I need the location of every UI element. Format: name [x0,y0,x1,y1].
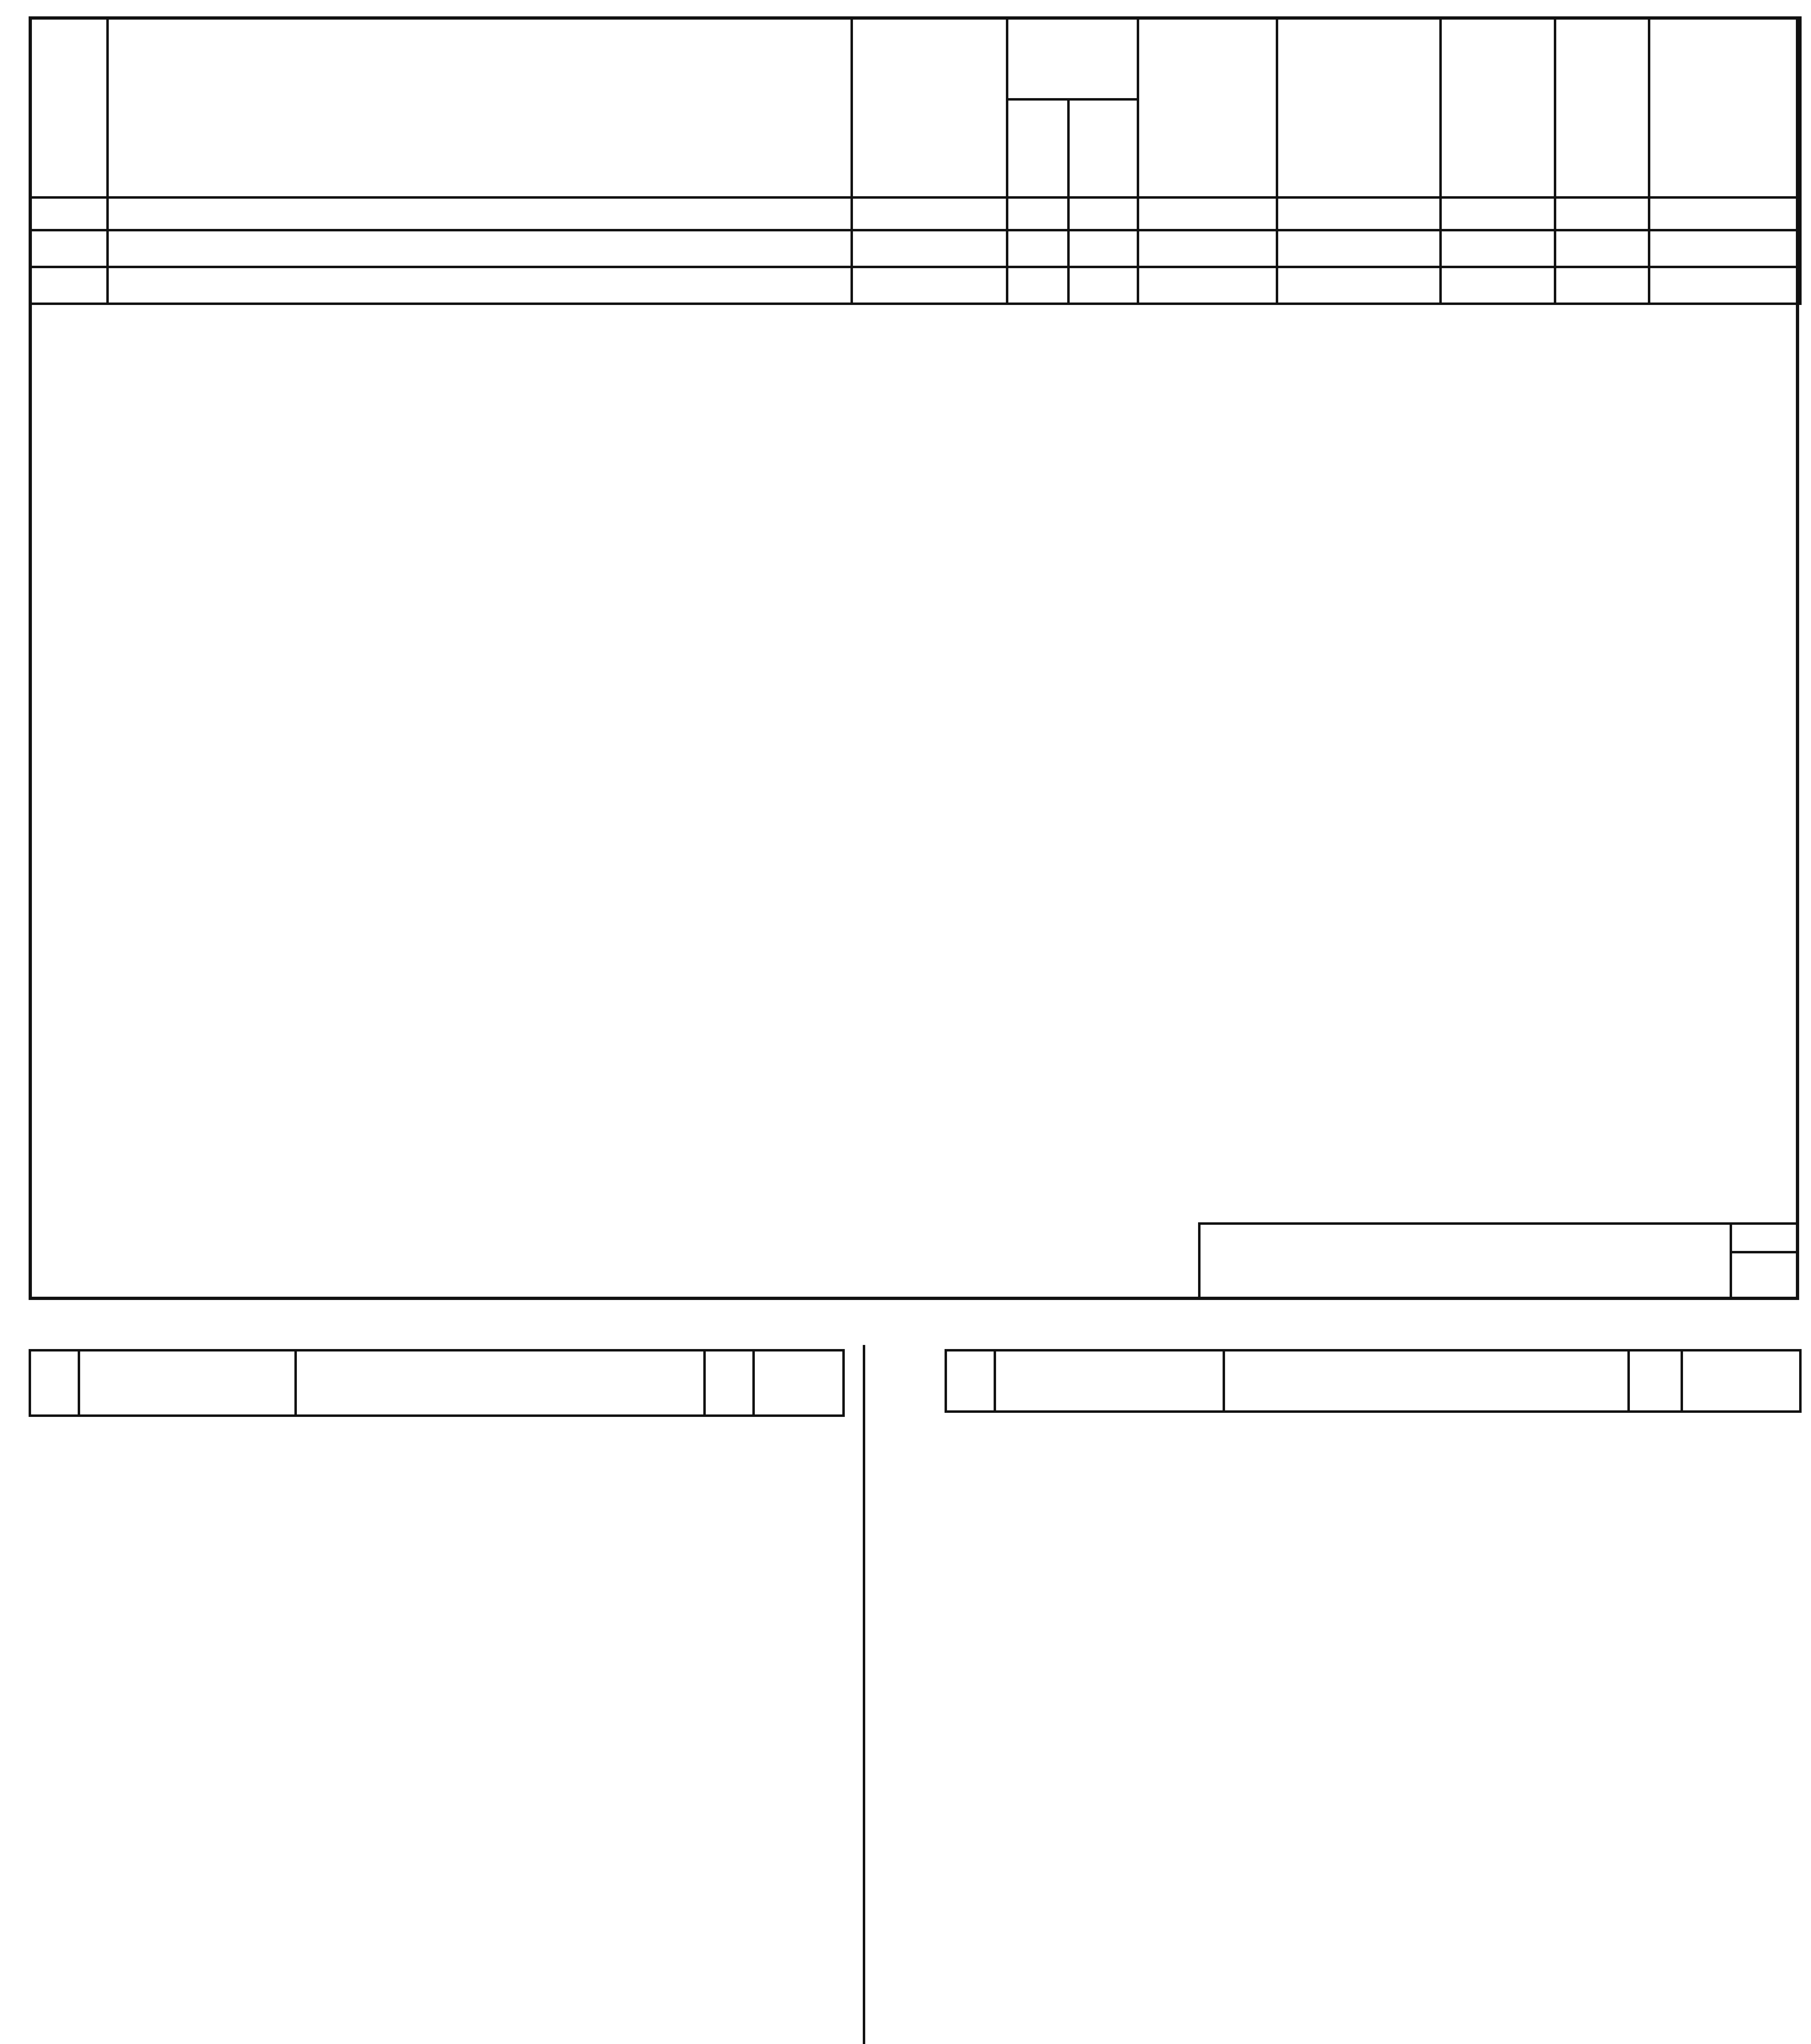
header-type [852,18,1007,197]
left-header-designation [79,1350,296,1416]
top-stamp-divider [1730,1251,1799,1253]
col-number [108,197,852,230]
col-number [1555,197,1649,230]
col-number [1277,197,1441,230]
header-position [30,18,108,197]
col-number [1649,197,1800,230]
section-title-line-1 [108,230,852,267]
left-header-pos [30,1350,79,1416]
col-number [1007,197,1068,230]
section-title-line-2 [108,267,852,304]
header-price [1441,18,1555,197]
col-number [1441,197,1555,230]
right-header-note [1682,1350,1800,1412]
header-qty [1555,18,1649,197]
header-equip-code [1277,18,1441,197]
left-header-name [296,1350,705,1416]
col-number [30,197,108,230]
left-header-note [754,1350,844,1416]
header-factory-code [1138,18,1277,197]
top-sheet-table [29,16,1802,305]
col-number [1068,197,1138,230]
sheet-divider [863,1345,865,2044]
right-header-designation [995,1350,1224,1412]
right-spec-table [945,1349,1802,1413]
right-header-qty [1629,1350,1682,1412]
col-number [1138,197,1277,230]
col-number [852,197,1007,230]
header-name [108,18,852,197]
top-stamp [1198,1222,1799,1300]
header-unit [1007,18,1138,99]
column-numbers-row [30,197,1800,230]
right-header-pos [946,1350,995,1412]
header-mass [1649,18,1800,197]
left-spec-table [29,1349,845,1417]
top-stamp-sheet-box [1730,1222,1799,1300]
header-unit-name [1007,99,1068,197]
header-unit-code [1068,99,1138,197]
left-header-qty [705,1350,754,1416]
right-header-name [1224,1350,1629,1412]
